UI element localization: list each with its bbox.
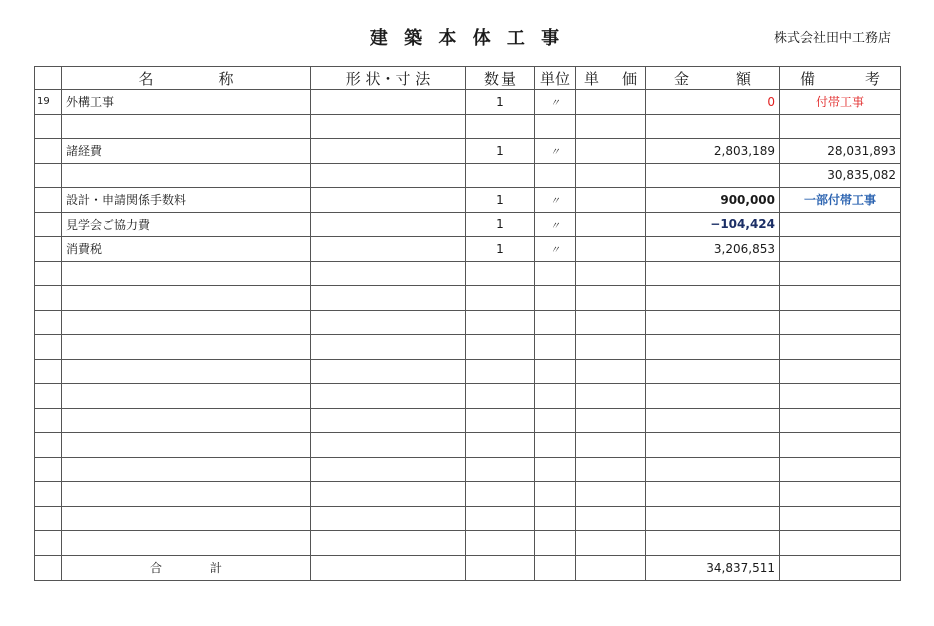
header-qty: 数 量 xyxy=(466,67,535,90)
row-number xyxy=(35,139,62,164)
header-unit-price: 単 価 xyxy=(576,67,646,90)
row-number xyxy=(35,212,62,237)
item-remarks xyxy=(780,114,901,139)
table-row-empty xyxy=(35,531,901,556)
document-title: 建 築 本 体 工 事 xyxy=(369,28,565,49)
item-name xyxy=(62,114,311,139)
item-qty: 1 xyxy=(466,139,535,164)
item-unit: 〃 xyxy=(535,212,576,237)
table-row xyxy=(35,114,901,139)
item-unit-price xyxy=(576,212,646,237)
item-unit: 〃 xyxy=(535,139,576,164)
company-name: 株式会社田中工務店 xyxy=(774,31,892,46)
table-row-empty xyxy=(35,408,901,433)
table-row xyxy=(35,90,901,115)
table-row-empty xyxy=(35,261,901,286)
table-row-empty xyxy=(35,457,901,482)
item-amount: 3,206,853 xyxy=(646,237,780,262)
item-unit-price xyxy=(576,188,646,213)
item-shape xyxy=(311,188,466,213)
item-remarks xyxy=(780,212,901,237)
row-number xyxy=(35,237,62,262)
header-no xyxy=(35,67,62,90)
item-name: 外構工事 xyxy=(62,90,311,115)
item-qty: 1 xyxy=(466,90,535,115)
header-unit: 単位 xyxy=(535,67,576,90)
item-name: 消費税 xyxy=(62,237,311,262)
header-name: 名 称 xyxy=(62,67,311,90)
total-label: 合 計 xyxy=(62,555,311,580)
header-shape: 形 状・寸 法 xyxy=(311,67,466,90)
item-qty: 1 xyxy=(466,212,535,237)
table-row xyxy=(35,188,901,213)
item-name: 設計・申請関係手数料 xyxy=(62,188,311,213)
item-unit xyxy=(535,163,576,188)
item-qty: 1 xyxy=(466,188,535,213)
total-row xyxy=(35,555,901,580)
item-remarks: 30,835,082 xyxy=(780,163,901,188)
table-row xyxy=(35,139,901,164)
header-row xyxy=(35,67,901,90)
item-shape xyxy=(311,114,466,139)
item-unit-price xyxy=(576,139,646,164)
item-unit-price xyxy=(576,163,646,188)
item-remarks: 付帯工事 xyxy=(780,90,901,115)
item-name xyxy=(62,163,311,188)
item-name: 見学会ご協力費 xyxy=(62,212,311,237)
item-unit xyxy=(535,114,576,139)
item-shape xyxy=(311,163,466,188)
item-amount: −104,424 xyxy=(646,212,780,237)
table-row xyxy=(35,212,901,237)
item-name: 諸経費 xyxy=(62,139,311,164)
item-shape xyxy=(311,212,466,237)
item-unit: 〃 xyxy=(535,90,576,115)
item-amount: 2,803,189 xyxy=(646,139,780,164)
item-qty xyxy=(466,163,535,188)
total-amount: 34,837,511 xyxy=(646,555,780,580)
table-row-empty xyxy=(35,506,901,531)
table-row-empty xyxy=(35,335,901,360)
table-row xyxy=(35,163,901,188)
table-row-empty xyxy=(35,310,901,335)
item-amount: 900,000 xyxy=(646,188,780,213)
item-shape xyxy=(311,237,466,262)
table-row-empty xyxy=(35,384,901,409)
estimate-table xyxy=(34,66,901,581)
item-unit-price xyxy=(576,237,646,262)
item-shape xyxy=(311,90,466,115)
row-number xyxy=(35,163,62,188)
item-amount: 0 xyxy=(646,90,780,115)
item-remarks: 28,031,893 xyxy=(780,139,901,164)
row-number: 19 xyxy=(35,90,62,115)
item-shape xyxy=(311,139,466,164)
item-amount xyxy=(646,114,780,139)
item-unit-price xyxy=(576,114,646,139)
item-remarks xyxy=(780,237,901,262)
row-number xyxy=(35,114,62,139)
item-amount xyxy=(646,163,780,188)
header-amount: 金 額 xyxy=(646,67,780,90)
table-row-empty xyxy=(35,359,901,384)
table-row-empty xyxy=(35,482,901,507)
item-unit-price xyxy=(576,90,646,115)
table-row xyxy=(35,237,901,262)
header-remarks: 備 考 xyxy=(780,67,901,90)
table-row-empty xyxy=(35,433,901,458)
item-qty xyxy=(466,114,535,139)
table-row-empty xyxy=(35,286,901,311)
item-unit: 〃 xyxy=(535,237,576,262)
row-number xyxy=(35,188,62,213)
item-qty: 1 xyxy=(466,237,535,262)
total-no xyxy=(35,555,62,580)
item-remarks: 一部付帯工事 xyxy=(780,188,901,213)
item-unit: 〃 xyxy=(535,188,576,213)
